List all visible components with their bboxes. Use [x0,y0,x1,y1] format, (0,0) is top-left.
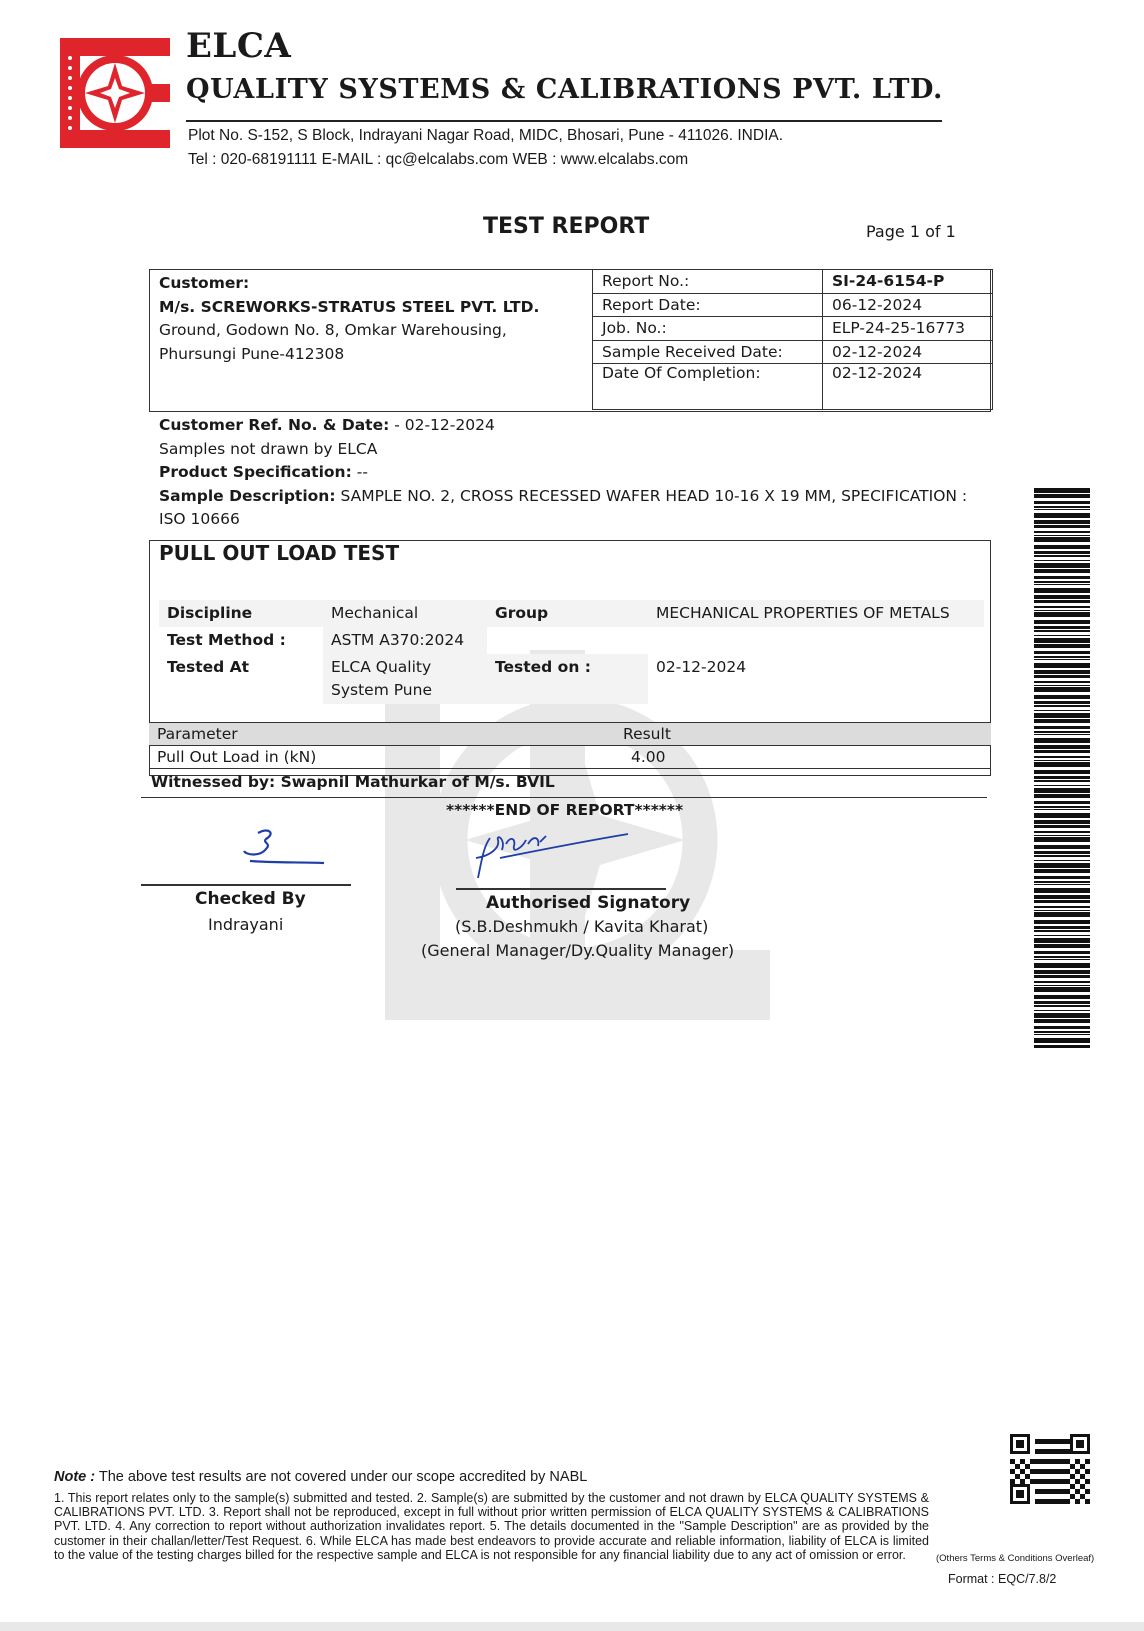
discipline-value: Mechanical [323,600,487,627]
table-row [593,293,993,317]
nabl-note [54,1469,587,1485]
result-cell: 4.00 [623,746,991,769]
customer-ref-label: Customer Ref. No. & Date: [159,416,390,434]
job-no-label: Job. No.: [593,317,823,341]
table-row [159,654,984,704]
authorised-signatory-label: Authorised Signatory [486,893,691,913]
checked-by-label: Checked By [195,889,306,909]
product-spec-line [159,461,979,485]
checked-by-name: Indrayani [208,915,284,934]
report-info-table [592,269,993,410]
sample-description-label: Sample Description: [159,486,336,505]
group-label: Group [487,600,648,627]
product-spec-value: -- [351,463,368,481]
header-rule [186,120,942,122]
parameter-header [149,723,623,746]
completion-date-label: Date Of Completion: [593,364,823,410]
table-row [593,364,993,410]
table-row [593,270,993,294]
tested-at-line2: System Pune [331,681,432,699]
tested-on-value: 02-12-2024 [656,658,747,676]
sample-description-value: SAMPLE NO. 2, CROSS RECESSED WAFER HEAD 10-16 X 19 MM, SPECIFICATION : ISO 10666 [159,486,968,528]
others-terms: (Others Terms & Conditions Overleaf) [936,1553,1095,1564]
company-contact: Tel : 020-68191111 E-MAIL : qc@elcalabs.com WEB : www.elcalabs.com [188,151,689,168]
authorised-names: (S.B.Deshmukh / Kavita Kharat) [455,917,709,936]
tested-at-line1: ELCA Quality [331,658,432,676]
product-spec-label: Product Specification: [159,463,352,481]
tested-at-label: Tested At [167,658,250,676]
customer-address-line1: Ground, Godown No. 8, Omkar Warehousing, [159,321,507,339]
terms-text: 1. This report relates only to the sample(s) submitted and tested. 2. Sample(s) are submitted by the customer and not drawn by ELCA QUALITY SYSTEMS & CALIBRATIONS PVT. LTD. 3. Report shall not be reproduced, except in full without prior written permission of ELCA QUALITY SYSTEMS & CALIBRATIONS PVT. LTD. 4. Any correction to report without authorization invalidates report. 5. The details documented in the "Sample Description" are as provided by the customer in their challan/letter/Test Request. 6. While ELCA has made best endeavors to provide accurate and reliable information, liability of ELCA is limited to the value of the testing charges billed for the respective sample and ELCA is not responsible for any financial liability due to any act of omission or error. [54,1491,929,1562]
customer-address-line2: Phursungi Pune-412308 [159,344,345,363]
elca-logo [60,38,170,148]
brand-name: ELCA [186,26,292,66]
page-number: Page 1 of 1 [866,222,956,241]
test-method-value: ASTM A370:2024 [323,627,487,654]
report-no-value: SI-24-6154-P [823,270,993,294]
customer-ref-value: - 02-12-2024 [389,416,495,434]
authorised-signature [470,828,630,888]
job-no-value: ELP-24-25-16773 [823,317,993,341]
test-title: PULL OUT LOAD TEST [159,541,400,565]
witness-rule [141,797,987,798]
witness-line: Witnessed by: Swapnil Mathurkar of M/s. BVIL [151,773,555,791]
tested-at-value [323,654,487,704]
table-row [593,317,993,341]
parameter-header-text: Parameter [157,725,238,743]
sample-received-label: Sample Received Date: [593,340,823,364]
checked-by-signature [236,825,326,870]
qr-code [1010,1434,1090,1504]
results-table [149,722,991,769]
sample-description-line [159,485,979,532]
note-label: Note : [54,1469,96,1485]
customer-reference-block [159,414,979,532]
barcode [1034,488,1090,1048]
customer-ref-line [159,414,979,438]
page-bottom-edge [0,1622,1144,1631]
discipline-label: Discipline [159,600,323,627]
table-row [149,746,991,769]
report-date-label: Report Date: [593,293,823,317]
parameter-cell: Pull Out Load in (kN) [149,746,623,769]
customer-name: M/s. SCREWORKS-STRATUS STEEL PVT. LTD. [159,297,540,316]
result-header-text: Result [623,725,671,743]
company-address: Plot No. S-152, S Block, Indrayani Nagar Road, MIDC, Bhosari, Pune - 411026. INDIA. [188,127,784,144]
sample-received-value: 02-12-2024 [823,340,993,364]
table-row [159,600,984,627]
report-no-label: Report No.: [593,270,823,294]
test-method-label: Test Method : [167,631,286,649]
authorised-rule [456,888,666,890]
note-text: The above test results are not covered under our scope accredited by NABL [95,1469,588,1485]
report-title: TEST REPORT [483,214,650,239]
group-value: MECHANICAL PROPERTIES OF METALS [648,600,984,627]
authorised-roles: (General Manager/Dy.Quality Manager) [421,941,735,960]
customer-details [159,272,539,366]
customer-label: Customer: [159,274,250,292]
table-row [159,627,984,654]
report-date-value: 06-12-2024 [823,293,993,317]
company-name: QUALITY SYSTEMS & CALIBRATIONS PVT. LTD. [186,74,944,105]
samples-note: Samples not drawn by ELCA [159,439,378,458]
checked-by-rule [141,884,351,886]
tested-on-label: Tested on : [487,654,648,704]
table-row [593,340,993,364]
result-header [623,723,991,746]
test-details-table [159,600,984,704]
table-header-row [149,723,991,746]
end-of-report: ******END OF REPORT****** [446,801,684,819]
format-code: Format : EQC/7.8/2 [948,1572,1057,1586]
completion-date-value: 02-12-2024 [823,364,993,410]
